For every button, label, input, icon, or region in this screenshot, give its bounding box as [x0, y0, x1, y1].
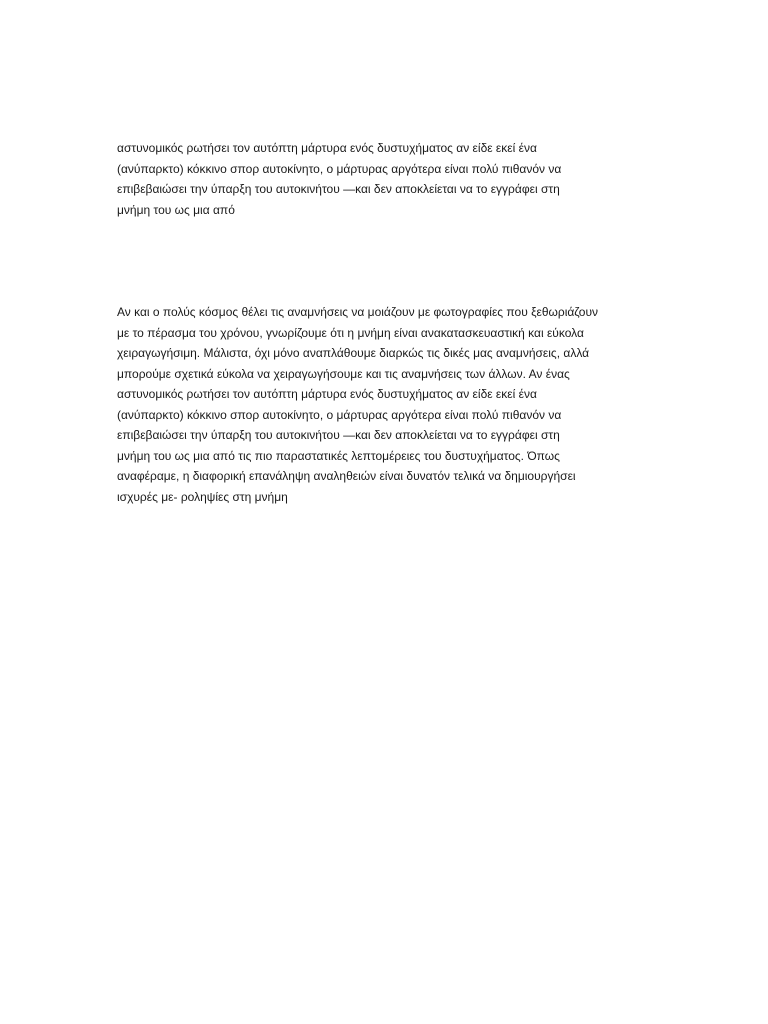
- paragraph-fragment: [117, 138, 677, 220]
- text-line: μνήμη του ως μια από: [117, 202, 235, 217]
- text-line: χειραγωγήσιμη. Μάλιστα, όχι μόνο αναπλάθουμε διαρκώς τις δικές μας αναμνήσεις, αλλά: [117, 346, 590, 360]
- text-line: μνήμη του ως μια από τις πιο παραστατικές λεπτομέρειες του δυστυχήματος. Όπως: [117, 448, 560, 463]
- text-line: (ανύπαρκτο) κόκκινο σπορ αυτοκίνητο, ο μάρτυρας αργότερα είναι πολύ πιθανόν να: [117, 407, 562, 422]
- text-line: (ανύπαρκτο) κόκκινο σπορ αυτοκίνητο, ο μάρτυρας αργότερα είναι πολύ πιθανόν να: [117, 161, 562, 176]
- text-line: αστυνομικός ρωτήσει τον αυτόπτη μάρτυρα ενός δυστυχήματος αν είδε εκεί ένα: [117, 141, 537, 155]
- text-line: μπορούμε σχετικά εύκολα να χειραγωγήσουμε και τις αναμνήσεις των άλλων. Αν ένας: [117, 366, 570, 381]
- text-line: Αν και ο πολύς κόσμος θέλει τις αναμνήσεις να μοιάζουν με φωτογραφίες που ξεθωριάζουν: [117, 305, 599, 319]
- text-line: με το πέρασμα του χρόνου, γνωρίζουμε ότι η μνήμη είναι ανακατασκευαστική και εύκολα: [117, 325, 584, 340]
- text-line: επιβεβαιώσει την ύπαρξη του αυτοκινήτου —και δεν αποκλείεται να το εγγράφει στη: [117, 428, 560, 442]
- text-line: αστυνομικός ρωτήσει τον αυτόπτη μάρτυρα ενός δυστυχήματος αν είδε εκεί ένα: [117, 387, 537, 401]
- paragraph-main: [117, 302, 677, 507]
- text-line: ισχυρές με- ροληψίες στη μνήμη: [117, 489, 288, 504]
- text-line: αναφέραμε, η διαφορική επανάληψη αναληθειών είναι δυνατόν τελικά να δημιουργήσει: [117, 469, 576, 483]
- text-line: επιβεβαιώσει την ύπαρξη του αυτοκινήτου —και δεν αποκλείεται να το εγγράφει στη: [117, 182, 560, 196]
